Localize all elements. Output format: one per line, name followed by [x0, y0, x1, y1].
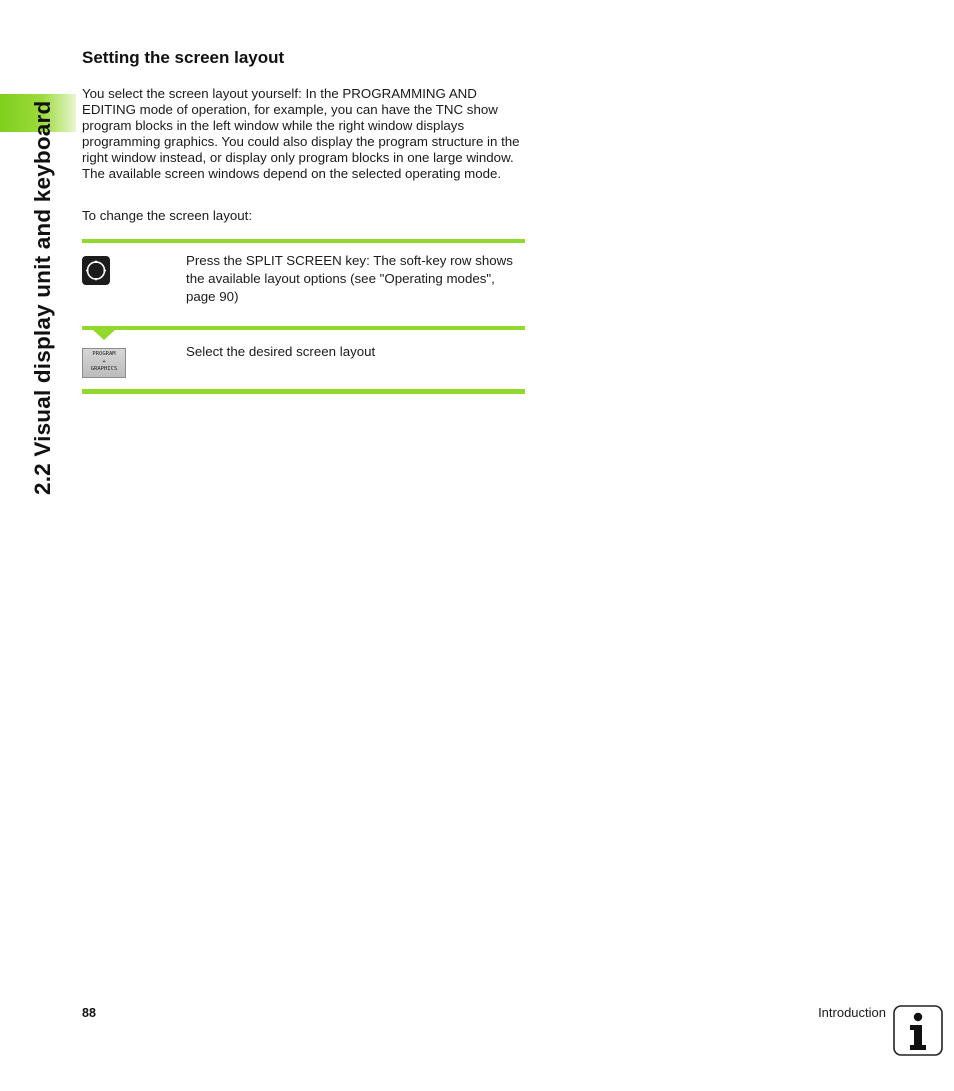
section-heading: Setting the screen layout — [82, 48, 285, 67]
intro-paragraph: You select the screen layout yourself: In the PROGRAMMING AND EDITING mode of operation, for example, you can have the TNC show program blocks in the left window while the right window displays programming graphics. You could also display the program structure in the right window instead, or display only program blocks in one large window. The available screen windows depend on the selected operating mode. — [82, 86, 520, 181]
chapter-sidebar — [28, 50, 58, 495]
softkey-line: + — [102, 358, 106, 365]
page-number: 88 — [82, 1006, 96, 1020]
softkey-line: GRAPHICS — [90, 366, 118, 372]
step-arrow-icon — [93, 330, 115, 340]
info-icon — [893, 1005, 943, 1056]
step-table-top-rule — [82, 239, 525, 243]
step-1-text: Press the SPLIT SCREEN key: The soft-key row shows the available layout options (see "Operating modes", page 90) — [186, 253, 513, 304]
step-separator-rule — [82, 326, 525, 330]
program-graphics-softkey — [82, 348, 126, 378]
step-2-text: Select the desired screen layout — [186, 344, 376, 359]
chapter-title: 2.2 Visual display unit and keyboard — [30, 100, 55, 495]
footer-section-label: Introduction — [818, 1005, 886, 1020]
step-table-bottom-rule — [82, 389, 525, 394]
instruction-text: To change the screen layout: — [82, 208, 253, 223]
softkey-line: PROGRAM — [92, 351, 116, 357]
split-screen-key-icon — [82, 256, 110, 285]
